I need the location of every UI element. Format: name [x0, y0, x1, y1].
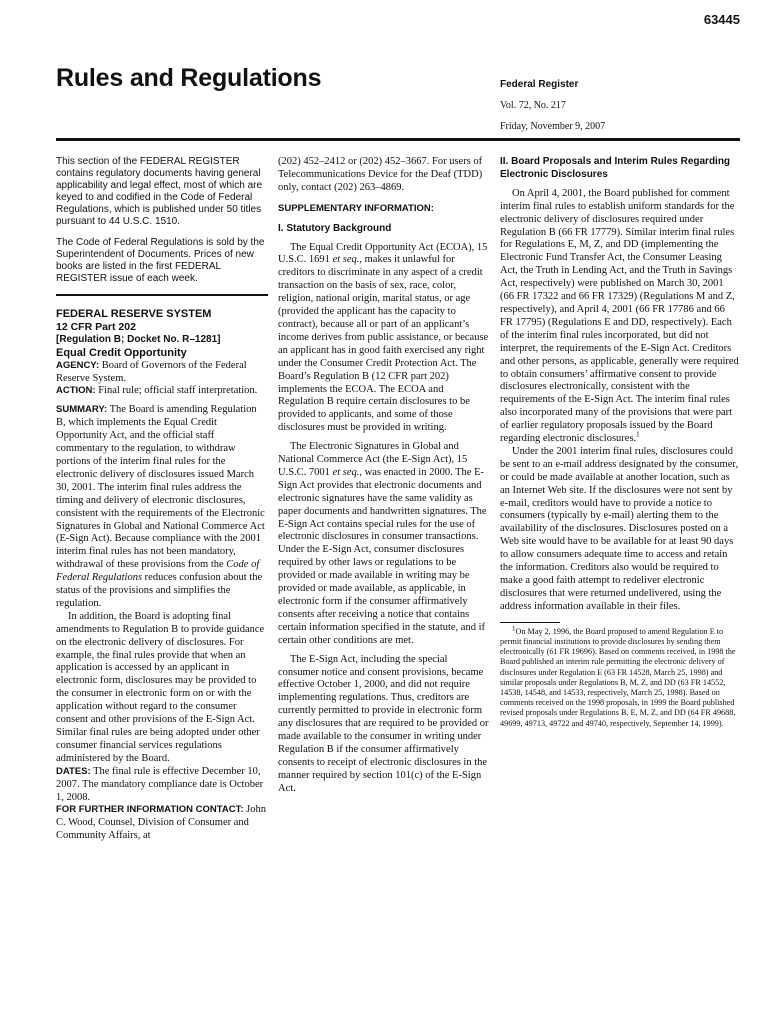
et-seq-italic: et seq. [332, 254, 360, 266]
contact-text: John C. Wood, Counsel, Division of Consumer and Community Affairs, at [56, 804, 266, 842]
dates-text: The final rule is effective December 10, 2007. The mandatory compliance date is October 1, 2008. [56, 765, 264, 803]
supplementary-label: SUPPLEMENTARY INFORMATION: [278, 202, 434, 214]
intro-paragraph-2: The Code of Federal Regulations is sold by the Superintendent of Documents. Prices of new books are listed in the first FEDERAL REGISTER issue of each week. [56, 237, 265, 284]
column-2 [278, 156, 490, 796]
contact-continued: (202) 452–2412 or (202) 452–3667. For users of Telecommunications Device for the Deaf (TDD) only, contact (202) 263–4869. [278, 156, 483, 193]
summary-text-a: The Board is amending Regulation B, which implements the Equal Credit Opportunity Act, and the official staff commentary to the regulation, to withdraw portions of the interim final rules for the electronic delivery of disclosures issued March 30, 2001. The interim final rules address the timing and delivery of electronic disclosures, consistent with the requirements of the Electronic Signatures in Global and National Commerce Act (E-Sign Act). Because compliance with the 2001 interim final rules has not been mandatory, withdrawal of these provisions from the [56, 404, 265, 571]
contact-block [56, 804, 268, 843]
bg-p2-text-b: , was enacted in 2000. The E-Sign Act provides that electronic documents and electronic signatures have the same validity as paper documents and handwritten signatures. The E-Sign Act contains special rules for the use of electronic disclosures in consumer transactions. Under the E-Sign Act, consumer disclosures required by other laws or regulations to be provided or made available in writing may be provided or made available, as applicable, in electronic form if the consumer affirmatively consents after receiving a notice that contains certain information specified in the statute, and if certain other conditions are met. [278, 466, 487, 646]
docket-number: [Regulation B; Docket No. R–1281] [56, 333, 221, 345]
et-seq-italic-2: et seq. [332, 466, 360, 478]
intro-box [56, 156, 268, 285]
header-rule [56, 138, 740, 141]
background-paragraph-1 [278, 242, 490, 436]
proposals-p1-text: On April 4, 2001, the Board published for comment interim final rules to establish uniform standards for the electronic delivery of disclosures required under Regulation B (66 FR 17779). Similar interim final rules for Regulations E, M, Z, and DD (implementing the Electronic Fund Transfer Act, the Consumer Leasing Act, the Truth in Lending Act, and the Truth in Savings Act, respectively) were published on March 30, 2001 (66 FR 17322 and 66 FR 17329) (Regulations M and Z, respectively), and April 4, 2001 (66 FR 17786 and 66 FR 17795) (Regulations E and DD, respectively). Each of the interim final rules incorporated, but did not interpret, the requirements of the E-Sign Act. Creditors and other persons, as applicable, generally were required to obtain consumers’ affirmative consent to provide disclosures electronically, consistent with the requirements of the E-Sign Act. The interim final rules also incorporated many of the provisions that were part of earlier regulatory proposals issued by the Board regarding electronic disclosures. [500, 187, 739, 445]
summary-paragraph-2: In addition, the Board is adopting final amendments to Regulation B to provide guidance on the electronic delivery of disclosures. For example, the final rules provide that when an application is accessed by an applicant in electronic form, disclosures may be provided to the consumer in electronic form on or with the application without regard to the consumer consent and other provisions of the E-Sign Act. Similar final rules are being adopted under other consumer financial services regulations administered by the Board. [56, 610, 265, 764]
summary-text-b: reduces confusion about the status of the provisions and simplifies the regulation. [56, 572, 263, 609]
summary-italic: Code of Federal Regulations [56, 559, 260, 584]
document-title: Equal Credit Opportunity [56, 346, 187, 359]
footnote-ref[interactable]: 1 [636, 430, 640, 439]
action-block [56, 385, 268, 398]
register-date: Friday, November 9, 2007 [500, 121, 606, 132]
background-paragraph-3: The E-Sign Act, including the special consumer notice and consent provisions, became effective October 1, 2000, and did not require implementing regulations. Thus, creditors are currently permitted to provide in electronic form any disclosures that are required to be provided or made available to the consumer in writing under Regulation B if the consumer affirmatively consents to receipt of electronic disclosures in the manner required by section 101(c) of the E-Sign Act. [278, 653, 489, 794]
register-name: Federal Register [500, 79, 579, 90]
cfr-part: 12 CFR Part 202 [56, 320, 136, 333]
agency-block [56, 360, 268, 386]
proposals-paragraph-1 [500, 188, 740, 446]
bg-p1-text-b: , makes it unlawful for creditors to discriminate in any aspect of a credit transaction on the basis of sex, race, color, religion, national origin, marital status, or age (provided the applicant has the capacity to contract), because all or part of an applicant’s income derives from public assistance, or because an applicant has in good faith exercised any right under the Consumer Credit Protection Act. The Board’s Regulation B (12 CFR part 202) implements the ECOA. The ECOA and Regulation B require certain disclosures to be provided to applicants, and some of those disclosures must be provided in writing. [278, 254, 489, 434]
footnote-1 [500, 623, 740, 729]
action-text: Final rule; official staff interpretation. [98, 385, 258, 397]
agency-text: Board of Governors of the Federal Reserve System. [56, 359, 247, 384]
footnote-rule [500, 622, 560, 623]
proposals-paragraph-2: Under the 2001 interim final rules, disclosures could be sent to an e-mail address designated by the consumer, or could be made available at another location, such as an Internet Web site. If the disclosures were not sent by e-mail, creditors would have to provide a notice to consumers (typically by e-mail) alerting them to the availability of the disclosures. Disclosures posted on a Web site would have to be available for at least 90 days to allow consumers adequate time to access and retain the information. Creditors also would be required to make a good faith attempt to redeliver electronic disclosures that were returned undelivered, using the address information available in their files. [500, 445, 739, 612]
agency-label: AGENCY: [56, 359, 100, 371]
column-3 [500, 156, 740, 729]
dates-block [56, 766, 268, 805]
bg-p2-text-a: The Electronic Signatures in Global and National Commerce Act (the E-Sign Act), 15 U.S.C. 7001 [278, 441, 468, 478]
bg-p1-text-a: The Equal Credit Opportunity Act (ECOA), 15 U.S.C. 1691 [278, 241, 488, 266]
summary-label: SUMMARY: [56, 404, 108, 416]
column-1 [56, 156, 268, 843]
summary-block [56, 404, 268, 611]
dates-label: DATES: [56, 765, 91, 777]
background-paragraph-2 [278, 441, 490, 648]
section-1-heading: I. Statutory Background [278, 222, 392, 234]
register-volume: Vol. 72, No. 217 [500, 100, 566, 111]
register-meta [500, 74, 740, 137]
contact-label: FOR FURTHER INFORMATION CONTACT: [56, 804, 244, 816]
section-title: Rules and Regulations [56, 64, 322, 92]
footnote-text: On May 2, 1996, the Board proposed to amend Regulation E to permit financial institutions to provide disclosures by sending them electronically (61 FR 19696). Based on comments received, in 1998 the Board published an interim rule permitting the electronic delivery of disclosures under Regulation E (63 FR 14528, March 25, 1998) and similar proposals under Regulations B, M, Z, and DD (63 FR 14552, 14538, 14548, and 14533, respectively, March 25, 1998). Based on comments received on the 1998 proposals, in 1999 the Board published revised proposals under Regulations B, E, M, Z, and DD (64 FR 49688, 49699, 49713, 49722 and 49740, respectively, September 14, 1999). [500, 626, 736, 728]
page-number: 63445 [703, 12, 740, 27]
agency-heading: FEDERAL RESERVE SYSTEM [56, 308, 212, 320]
footnote-mark: 1 [512, 623, 516, 632]
intro-divider [56, 294, 268, 296]
section-2-heading: II. Board Proposals and Interim Rules Regarding Electronic Disclosures [500, 156, 731, 180]
intro-paragraph-1: This section of the FEDERAL REGISTER contains regulatory documents having general applicability and legal effect, most of which are keyed to and codified in the Code of Federal Regulations, which is published under 50 titles pursuant to 44 U.S.C. 1510. [56, 156, 263, 227]
action-label: ACTION: [56, 385, 96, 397]
